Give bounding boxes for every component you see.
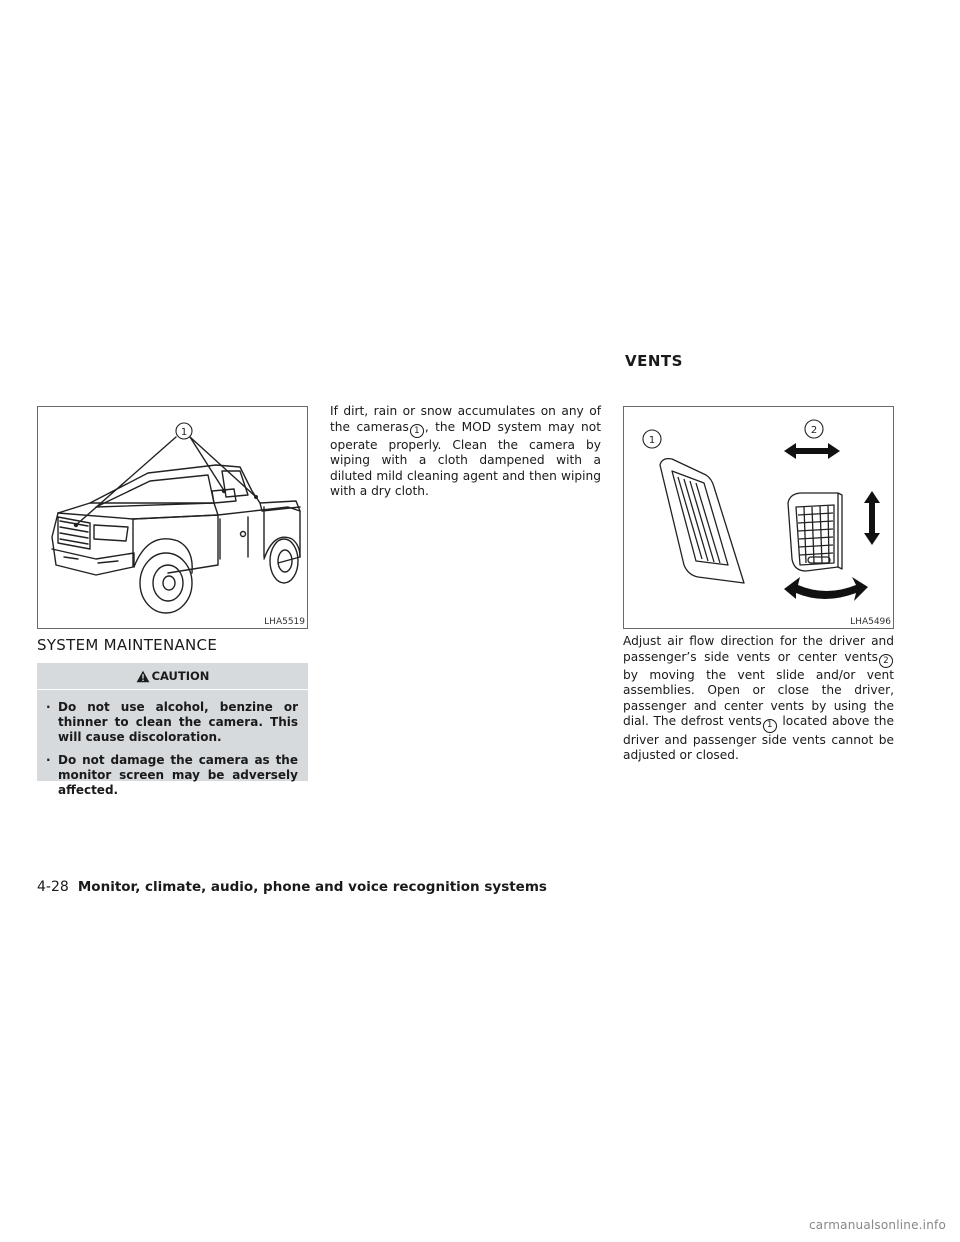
truck-camera-figure	[37, 406, 308, 629]
paragraph-text: Adjust air flow direction for the driver and passenger’s side vents or center vents	[623, 634, 894, 664]
page-footer	[37, 876, 547, 895]
vents-paragraph	[623, 634, 894, 764]
paragraph-text: by moving the vent slide and/or vent assemblies. Open or close the driver, passenger and center vents by using the dial. The defrost vents	[623, 667, 894, 729]
section-title-vents: VENTS	[625, 352, 683, 370]
figure-code: LHA5496	[850, 617, 891, 627]
warning-icon	[136, 670, 150, 683]
caution-item: · Do not damage the camera as the monitor screen may be adversely affected.	[45, 753, 298, 799]
paragraph-text: If dirt, rain or snow accumulates on any of the cameras	[330, 404, 601, 434]
paragraph-text: , the MOD system may not operate properly. Clean the camera by wiping with a cloth dampened with a diluted mild cleaning agent and then wiping with a dry cloth.	[330, 419, 602, 499]
figure-code: LHA5519	[264, 617, 305, 627]
callout-1-label: 1	[180, 427, 188, 438]
caution-box	[37, 663, 308, 798]
paragraph-text: located above the driver and passenger side vents cannot be adjusted or closed.	[623, 714, 894, 762]
caution-item: · Do not use alcohol, benzine or thinner to clean the camera. This will cause discoloration.	[45, 700, 298, 746]
callout-2-inline: 2	[879, 654, 893, 668]
chapter-title: Monitor, climate, audio, phone and voice recognition systems	[77, 879, 547, 895]
vents-figure	[623, 406, 894, 629]
vents-illustration	[624, 407, 893, 628]
watermark: carmanualsonline.info	[809, 1218, 946, 1232]
callout-1-inline: 1	[763, 719, 777, 733]
callout-2-label: 2	[810, 425, 818, 436]
page-number: 4-28	[37, 879, 69, 895]
caution-label: CAUTION	[151, 669, 210, 683]
caution-header	[37, 663, 308, 690]
callout-1-inline: 1	[410, 424, 424, 438]
caution-list	[37, 690, 308, 817]
callout-1-label: 1	[648, 435, 656, 446]
camera-cleaning-paragraph	[330, 404, 601, 500]
truck-illustration	[38, 407, 307, 628]
system-maintenance-heading: SYSTEM MAINTENANCE	[37, 636, 218, 654]
